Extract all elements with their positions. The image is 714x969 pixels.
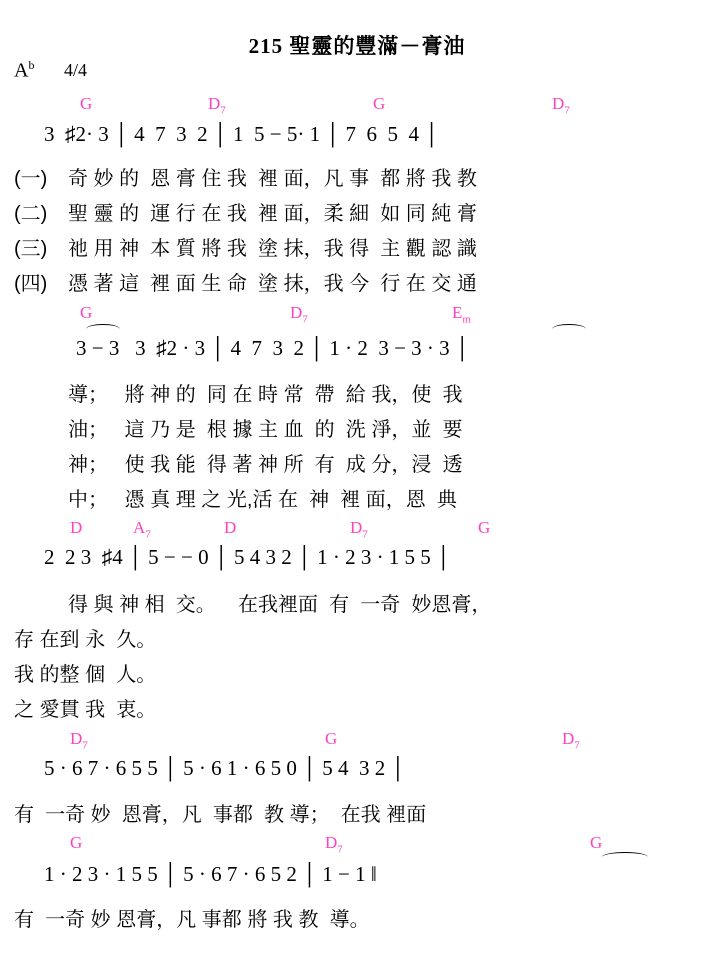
slur-arc <box>602 852 648 862</box>
key-signature <box>14 58 34 83</box>
chord-symbol: G <box>478 518 491 537</box>
chord-symbol: G <box>325 729 338 748</box>
lyric-label: (三) <box>14 238 48 260</box>
lyric-line: 祂 用 神 本 質 將 我 塗 抹，我 得 主 觀 認 識 <box>68 238 477 260</box>
music-line: 3 ♯2· 3 │ 4 7 3 2 │ 1 5 − 5· 1 │ 7 6 5 4 │ <box>44 122 440 146</box>
lyric-line: 神； 使 我 能 得 著 神 所 有 成 分，浸 透 <box>68 454 463 476</box>
chord-symbol: G <box>590 833 603 852</box>
lyric-line: 中； 憑 真 理 之 光,活 在 神 裡 面，恩 典 <box>68 489 457 511</box>
chord-symbol: D <box>70 518 83 537</box>
page-title: 215 聖靈的豐滿－膏油 <box>248 34 466 58</box>
chord-symbol: $D_7$ <box>290 303 308 326</box>
chord-symbol: $D_7$ <box>325 833 343 856</box>
lyric-line: 有 一奇 妙 恩膏，凡 事都 教 導； 在我 裡面 <box>14 804 427 826</box>
time-signature: 4/4 <box>64 60 88 80</box>
lyric-line: 憑 著 這 裡 面 生 命 塗 抹，我 今 行 在 交 通 <box>68 273 477 295</box>
chord-symbol: $D_7$ <box>208 94 226 117</box>
key-accidental: b <box>28 58 35 72</box>
music-line: 2 2 3 ♯4 │ 5 − − 0 │ 5 4 3 2 │ 1 · 2 3 · 1 5 5 │ <box>44 545 451 569</box>
chord-symbol: G <box>373 94 386 113</box>
chord-symbol: $D_7$ <box>552 94 570 117</box>
chord-symbol: G <box>80 303 93 322</box>
lyric-line: 導； 將 神 的 同 在 時 常 帶 給 我，使 我 <box>68 384 463 406</box>
chord-symbol: D <box>224 518 237 537</box>
chord-symbol: $E_m$ <box>452 303 471 326</box>
lyric-line: 聖 靈 的 運 行 在 我 裡 面，柔 細 如 同 純 膏 <box>68 203 477 225</box>
chord-symbol: $D_7$ <box>70 729 88 752</box>
lyric-line: 之 愛貫 我 衷。 <box>14 699 157 721</box>
music-line: 5 · 6 7 · 6 5 5 │ 5 · 6 1 · 6 5 0 │ 5 4 3 2 │ <box>44 756 406 780</box>
slur-arc <box>86 324 120 334</box>
lyric-line: 油； 這 乃 是 根 據 主 血 的 洗 淨，並 要 <box>68 419 463 441</box>
chord-symbol: G <box>80 94 93 113</box>
lyric-label: (四) <box>14 273 48 295</box>
lyric-line: 存 在到 永 久。 <box>14 629 157 651</box>
chord-symbol: $D_7$ <box>350 518 368 541</box>
lyric-label: (二) <box>14 203 48 225</box>
lyric-line: 有 一奇 妙 恩膏，凡 事都 將 我 教 導。 <box>14 909 370 931</box>
chord-symbol: G <box>70 833 83 852</box>
music-line: 3 − 3 3 ♯2 · 3 │ 4 7 3 2 │ 1 · 2 3 − 3 · 3 │ <box>76 336 470 360</box>
slur-arc <box>552 324 586 334</box>
lyric-label: (一) <box>14 168 48 190</box>
chord-symbol: $D_7$ <box>562 729 580 752</box>
lyric-line: 我 的整 個 人。 <box>14 664 157 686</box>
lyric-line: 奇 妙 的 恩 膏 住 我 裡 面，凡 事 都 將 我 教 <box>68 168 477 190</box>
music-line: 1 · 2 3 · 1 5 5 │ 5 · 6 7 · 6 5 2 │ 1 − 1 ‖ <box>44 862 377 886</box>
key-letter: A <box>14 59 29 82</box>
chord-symbol: $A_7$ <box>133 518 151 541</box>
lyric-line: 得 與 神 相 交。 在我裡面 有 一奇 妙恩膏， <box>68 594 492 616</box>
